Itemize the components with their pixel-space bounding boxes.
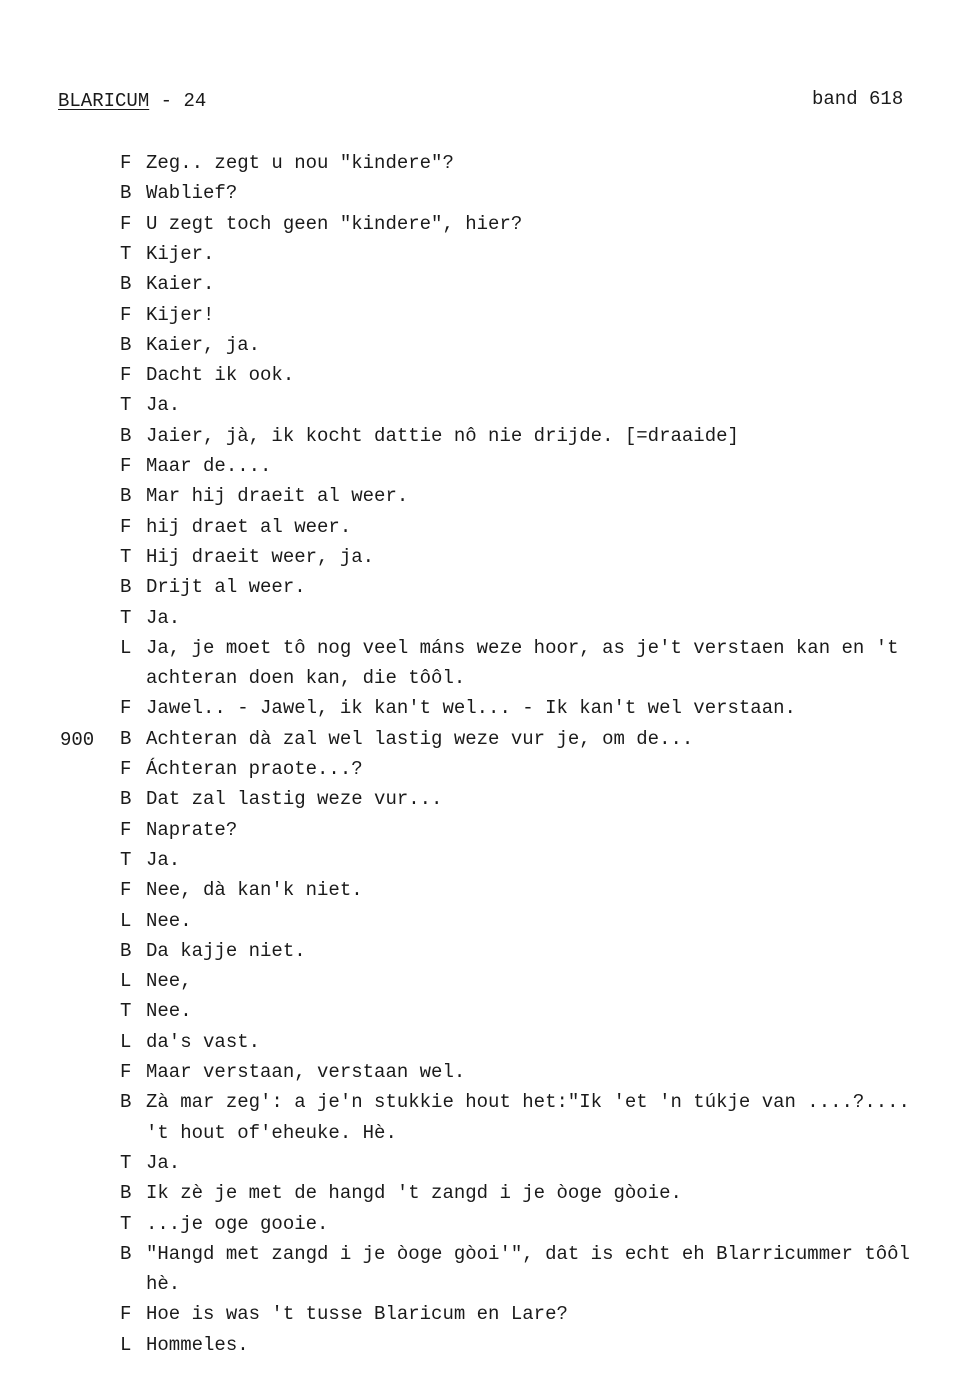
utterance-text: Maar verstaan, verstaan wel. <box>146 1061 466 1083</box>
utterance-text: Nee, <box>146 970 192 993</box>
speaker-label: B <box>120 727 132 750</box>
speaker-label: F <box>120 364 132 387</box>
utterance-text: Nee. <box>146 1000 192 1023</box>
speaker-label: T <box>120 1212 132 1235</box>
speaker-label: F <box>120 697 132 720</box>
utterance-text: Kaier, ja. <box>146 333 261 356</box>
speaker-label: B <box>120 182 132 205</box>
speaker-label: F <box>120 758 132 780</box>
utterance-text: Ja. <box>146 394 181 417</box>
transcript-line <box>120 1182 682 1204</box>
utterance-text: hij draet al weer. <box>146 515 352 538</box>
speaker-label: B <box>120 1091 132 1114</box>
speaker-label: L <box>120 970 132 993</box>
speaker-label: T <box>120 394 132 417</box>
utterance-text: Maar de.... <box>146 455 272 477</box>
transcript-line <box>120 243 214 265</box>
speaker-label: F <box>120 152 132 174</box>
speaker-label: B <box>120 1242 132 1265</box>
transcript-line <box>120 910 192 932</box>
utterance-text: Jaier, jà, ik kocht dattie nô nie drijde. [=draaide] <box>146 424 739 447</box>
speaker-label: L <box>120 1030 132 1053</box>
speaker-label: B <box>120 424 132 447</box>
speaker-label: B <box>120 333 132 356</box>
transcript-line <box>120 425 739 447</box>
utterance-text: Ja. <box>146 1151 181 1174</box>
transcript-line <box>120 152 454 174</box>
utterance-text: hè. <box>146 1273 181 1296</box>
place-name: BLARICUM <box>58 90 150 112</box>
transcript-line <box>120 788 442 810</box>
speaker-label: T <box>120 1151 132 1174</box>
margin-line-number: 900 <box>60 729 95 751</box>
page-header <box>58 90 206 112</box>
header-separator: - <box>149 90 184 112</box>
utterance-text: Kijer. <box>146 242 215 265</box>
speaker-label: F <box>120 303 132 326</box>
transcript-line <box>120 849 180 871</box>
speaker-label: T <box>120 545 132 568</box>
utterance-text: Achteran dà zal wel lastig weze vur je, om de... <box>146 727 694 750</box>
utterance-text: Áchteran praote...? <box>146 758 363 780</box>
transcript-line <box>120 455 271 477</box>
speaker-label: F <box>120 212 132 235</box>
transcript-line <box>120 940 306 962</box>
transcript-line <box>120 970 192 992</box>
utterance-text: Hij draeit weer, ja. <box>146 545 375 568</box>
utterance-text: Hoe is was 't tusse Blaricum en Lare? <box>146 1303 568 1326</box>
utterance-text: 't hout of'eheuke. Hè. <box>146 1121 397 1144</box>
utterance-text: Nee, dà kan'k niet. <box>146 879 363 902</box>
speaker-label: T <box>120 1000 132 1023</box>
transcript-line <box>120 728 693 750</box>
utterance-text: Zà mar zeg': a je'n stukkie hout het:"Ik 'et 'n túkje van ....?.... <box>146 1091 910 1114</box>
speaker-label: F <box>120 455 132 477</box>
transcript-line <box>120 607 180 629</box>
utterance-text: Drijt al weer. <box>146 576 306 599</box>
utterance-text: ...je oge gooie. <box>146 1212 329 1235</box>
utterance-text: achteran doen kan, die tôôl. <box>146 667 466 690</box>
utterance-text: da's vast. <box>146 1030 261 1053</box>
utterance-text: Dat zal lastig weze vur... <box>146 788 443 811</box>
utterance-text: Jawel.. - Jawel, ik kan't wel... - Ik kan't wel verstaan. <box>146 697 796 720</box>
utterance-text: Naprate? <box>146 818 238 841</box>
speaker-label: L <box>120 1333 132 1356</box>
speaker-label: B <box>120 788 132 811</box>
speaker-label: F <box>120 1303 132 1326</box>
transcript-line <box>120 213 522 235</box>
transcript-line <box>120 1122 397 1144</box>
transcript-line <box>120 485 408 507</box>
transcript-line <box>120 1213 328 1235</box>
utterance-text: U zegt toch geen "kindere", hier? <box>146 212 523 235</box>
transcript-line <box>120 1061 465 1083</box>
utterance-text: Ja. <box>146 606 181 629</box>
transcript-line <box>120 1000 192 1022</box>
utterance-text: Kaier. <box>146 273 215 296</box>
speaker-label: B <box>120 273 132 296</box>
page-number: 24 <box>183 90 207 112</box>
utterance-text: Dacht ik ook. <box>146 364 295 387</box>
utterance-text: Wablief? <box>146 182 238 205</box>
utterance-text: Ja, je moet tô nog veel máns weze hoor, as je't verstaen kan en 't <box>146 636 899 659</box>
speaker-label: F <box>120 515 132 538</box>
utterance-text: Da kajje niet. <box>146 939 306 962</box>
utterance-text: Nee. <box>146 909 192 932</box>
transcript-line <box>120 334 260 356</box>
transcript-line <box>120 1031 260 1053</box>
transcript-line <box>120 546 374 568</box>
utterance-text: Kijer! <box>146 303 215 326</box>
transcript-line <box>120 304 214 326</box>
tape-number: band 618 <box>812 88 904 110</box>
speaker-label: F <box>120 879 132 902</box>
speaker-label: F <box>120 818 132 841</box>
speaker-label: B <box>120 576 132 599</box>
utterance-text: Ja. <box>146 848 181 871</box>
transcript-line <box>120 758 363 780</box>
transcript-line <box>120 273 214 295</box>
transcript-line <box>120 364 294 386</box>
utterance-text: Mar hij draeit al weer. <box>146 485 409 508</box>
utterance-text: Ik zè je met de hangd 't zangd i je òoge gòoie. <box>146 1182 682 1205</box>
utterance-text: Hommeles. <box>146 1333 249 1356</box>
transcript-line <box>120 1273 180 1295</box>
transcript-line <box>120 667 465 689</box>
speaker-label: B <box>120 485 132 508</box>
speaker-label: T <box>120 848 132 871</box>
transcript-line <box>120 516 351 538</box>
transcript-line <box>120 1334 249 1356</box>
transcript-line <box>120 182 237 204</box>
speaker-label: F <box>120 1061 132 1083</box>
transcript-line <box>120 819 237 841</box>
transcript-line <box>120 1091 910 1113</box>
speaker-label: L <box>120 636 132 659</box>
transcript-line <box>120 637 899 659</box>
speaker-label: T <box>120 606 132 629</box>
transcript-line <box>120 1303 568 1325</box>
transcript-line <box>120 697 796 719</box>
utterance-text: Zeg.. zegt u nou "kindere"? <box>146 152 454 174</box>
speaker-label: T <box>120 242 132 265</box>
speaker-label: L <box>120 909 132 932</box>
transcript-line <box>120 1152 180 1174</box>
transcript-line <box>120 576 306 598</box>
speaker-label: B <box>120 1182 132 1205</box>
transcript-line <box>120 1243 910 1265</box>
utterance-text: "Hangd met zangd i je òoge gòoi'", dat is echt eh Blarricummer tôôl <box>146 1242 910 1265</box>
transcript-line <box>120 394 180 416</box>
speaker-label: B <box>120 939 132 962</box>
transcript-line <box>120 879 363 901</box>
